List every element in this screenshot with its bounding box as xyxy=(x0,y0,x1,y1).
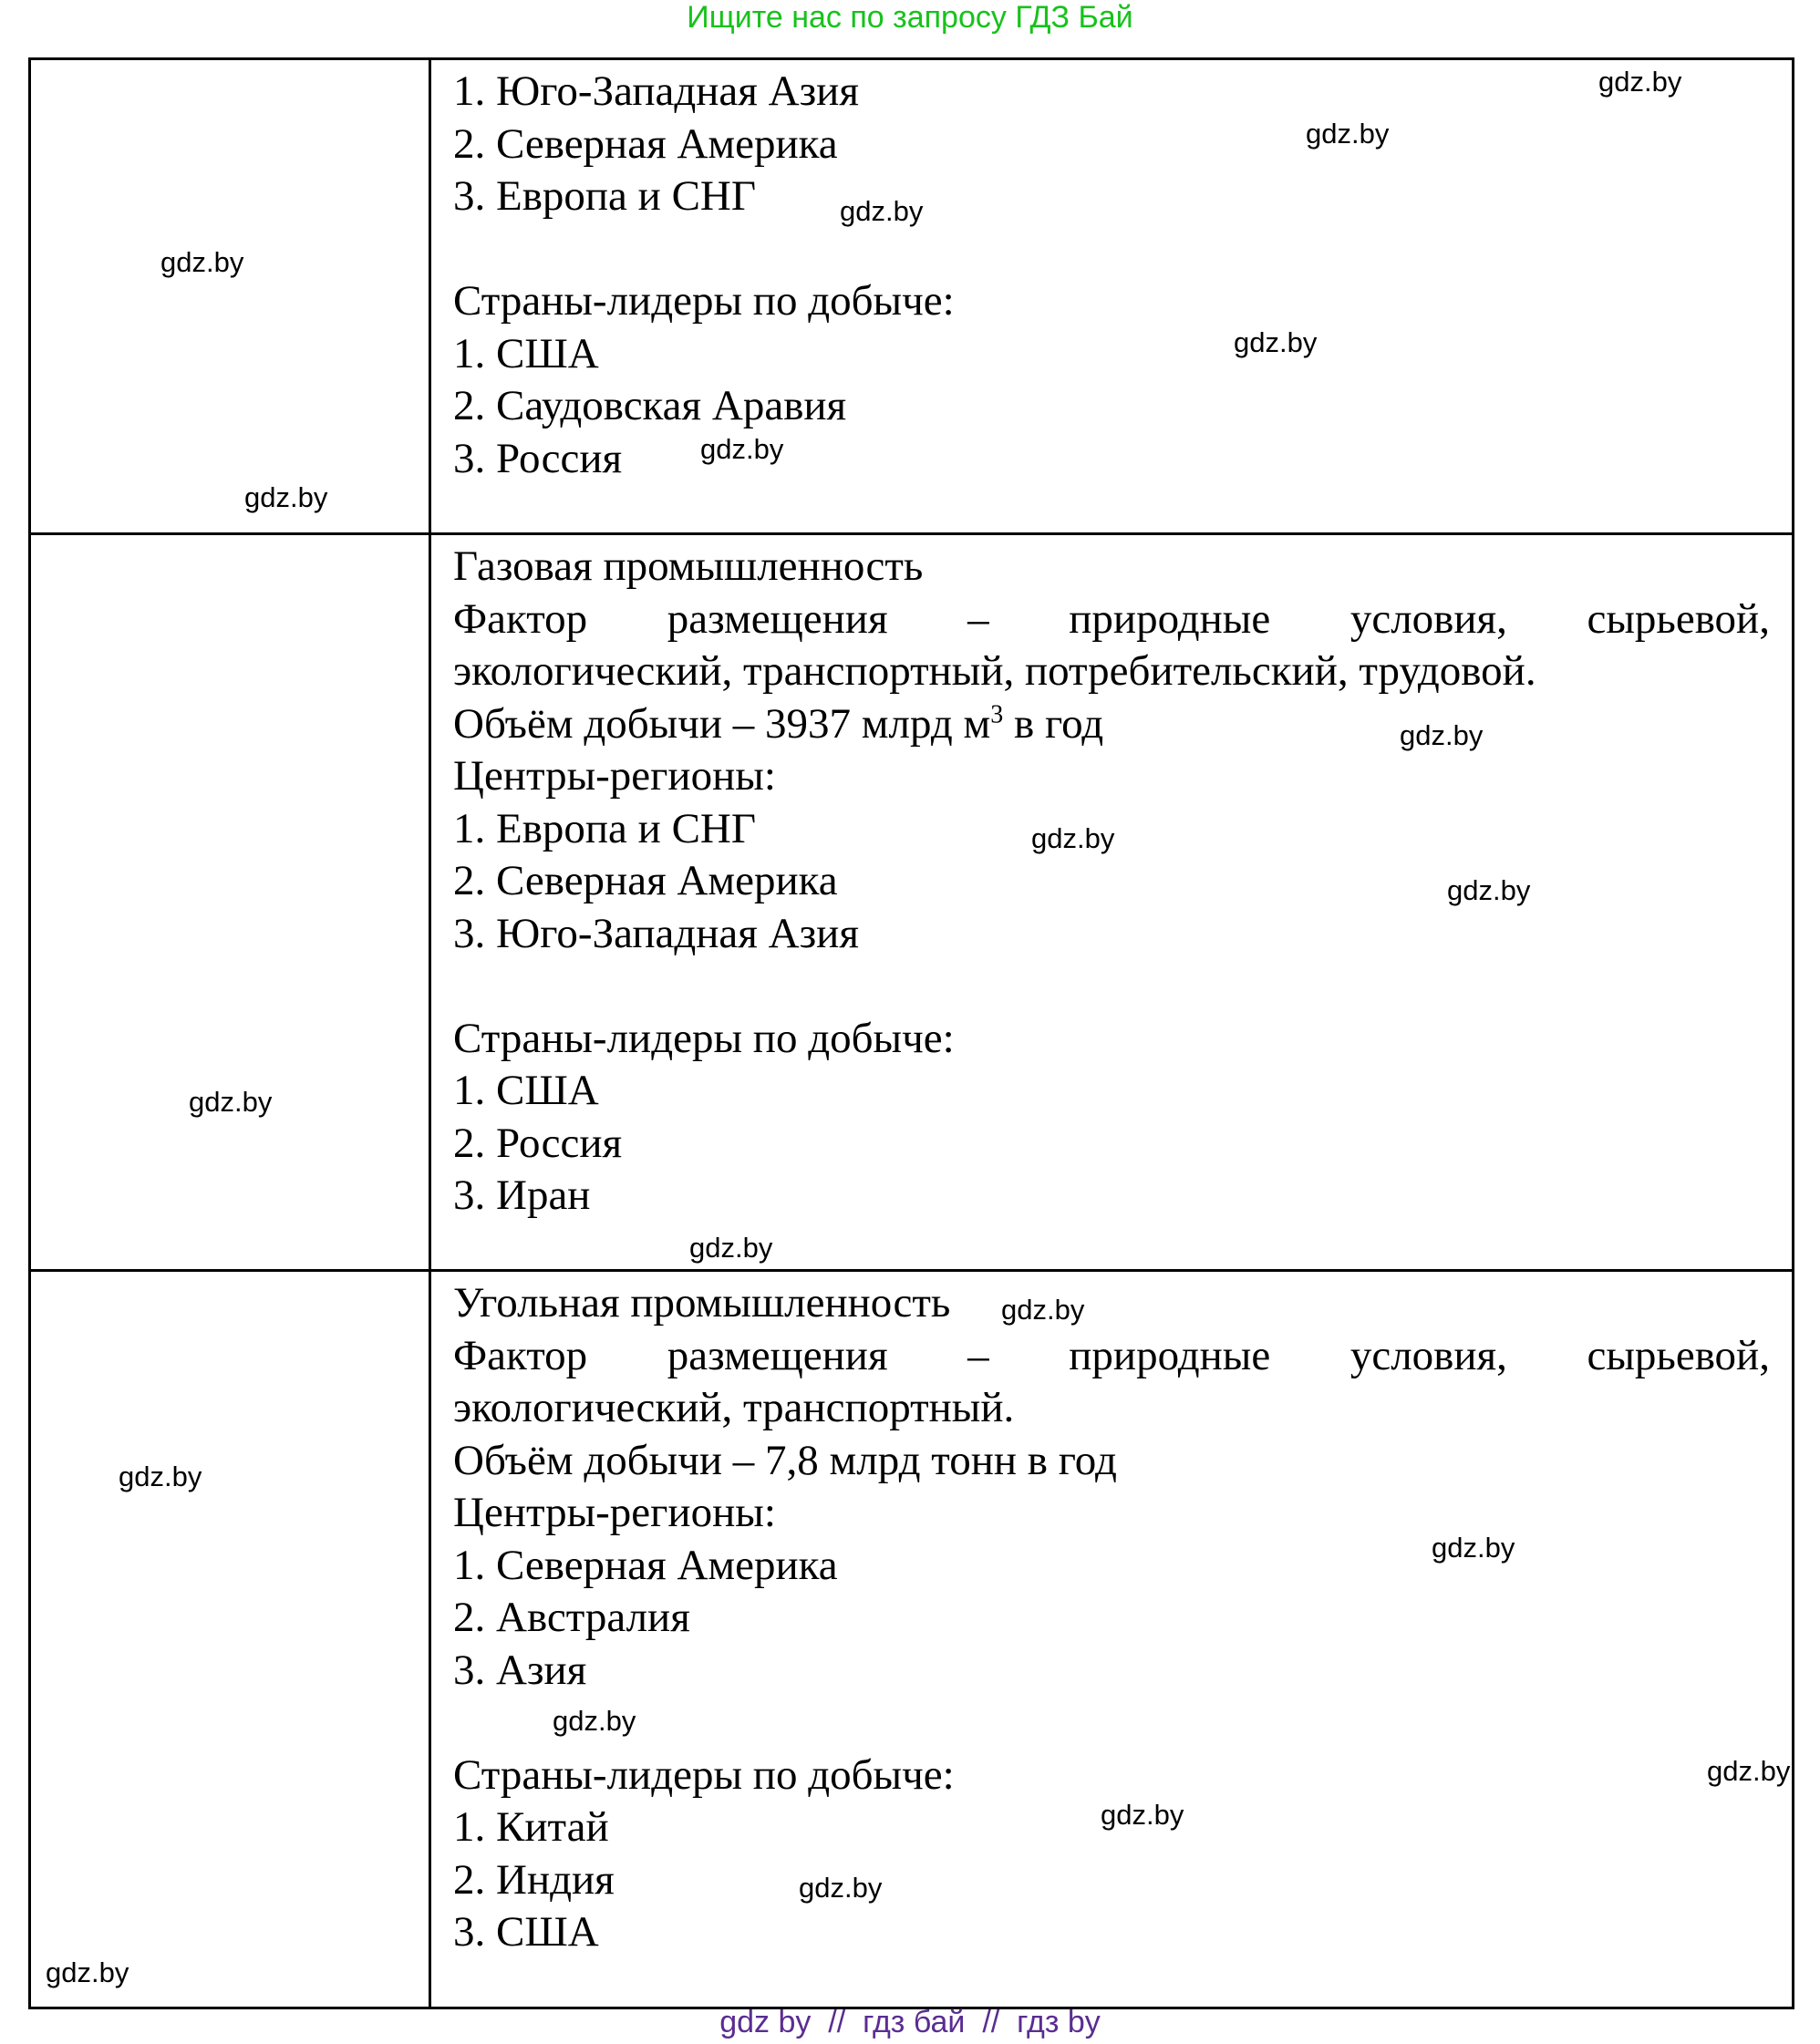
list-item: 1. США xyxy=(453,329,599,377)
watermark: gdz.by xyxy=(1001,1294,1085,1326)
watermark: gdz.by xyxy=(119,1461,202,1492)
watermark: gdz.by xyxy=(189,1086,273,1118)
watermark: gdz.by xyxy=(1234,326,1318,358)
watermark: gdz.by xyxy=(1101,1799,1184,1831)
list-item: 3. Россия xyxy=(453,434,623,482)
watermark: gdz.by xyxy=(244,481,328,513)
watermark: gdz.by xyxy=(160,246,244,278)
watermark: gdz.by xyxy=(1447,874,1531,906)
list-item: 3. Европа и СНГ xyxy=(453,172,757,220)
list-item: 2. Северная Америка xyxy=(453,119,838,168)
factor-continuation: экологический, транспортный. xyxy=(453,1384,1015,1431)
coal-content xyxy=(431,1272,1792,1959)
section-title: Газовая промышленность xyxy=(453,542,924,590)
list-item: 3. США xyxy=(453,1908,599,1956)
table-row xyxy=(30,59,1794,534)
watermark: gdz.by xyxy=(553,1705,636,1737)
row-label-cell xyxy=(30,1271,430,2008)
list-item: 3. Иран xyxy=(453,1172,591,1219)
oil-content xyxy=(431,60,1792,485)
table-row xyxy=(30,1271,1794,2008)
watermark: gdz.by xyxy=(1432,1532,1515,1564)
list-item: 1. Северная Америка xyxy=(453,1541,838,1589)
gas-content xyxy=(431,535,1792,1223)
row-content-cell xyxy=(430,1271,1794,2008)
list-item: 2. Австралия xyxy=(453,1594,690,1641)
list-item: 1. Юго-Западная Азия xyxy=(453,67,859,115)
watermark: gdz.by xyxy=(799,1872,883,1904)
top-banner: Ищите нас по запросу ГДЗ Бай xyxy=(687,0,1133,35)
row-label-cell xyxy=(30,534,430,1271)
regions-heading: Центры-регионы: xyxy=(453,1489,776,1536)
regions-heading: Центры-регионы: xyxy=(453,752,776,800)
watermark: gdz.by xyxy=(1598,66,1682,98)
watermark: gdz.by xyxy=(1707,1755,1791,1787)
row-content-cell xyxy=(430,59,1794,534)
watermark: gdz.by xyxy=(1031,822,1115,854)
factor-line: Фактор размещения – природные условия, сырьевой, xyxy=(453,594,1770,643)
row-label-cell xyxy=(30,59,430,534)
leaders-heading: Страны-лидеры по добыче: xyxy=(453,1750,955,1799)
list-item: 2. Саудовская Аравия xyxy=(453,382,847,429)
list-item: 2. Россия xyxy=(453,1119,623,1167)
list-item: 2. Северная Америка xyxy=(453,857,838,904)
volume-line: Объём добычи – 7,8 млрд тонн в год xyxy=(453,1436,1117,1484)
row-content-cell xyxy=(430,534,1794,1271)
watermark: gdz.by xyxy=(700,433,784,465)
watermark: gdz.by xyxy=(1306,118,1390,150)
footer-text: gdz by // гдз бай // гдз by xyxy=(719,2005,1101,2039)
list-item: 2. Индия xyxy=(453,1855,615,1904)
list-item: 3. Юго-Западная Азия xyxy=(453,909,859,957)
list-item: 1. Китай xyxy=(453,1803,609,1851)
leaders-heading: Страны-лидеры по добыче: xyxy=(453,1014,955,1062)
list-item: 1. Европа и СНГ xyxy=(453,804,757,852)
factor-continuation: экологический, транспортный, потребительский, трудовой. xyxy=(453,647,1536,695)
watermark: gdz.by xyxy=(689,1232,773,1264)
leaders-heading: Страны-лидеры по добыче: xyxy=(453,277,955,325)
list-item: 3. Азия xyxy=(453,1646,587,1694)
watermark: gdz.by xyxy=(1400,719,1484,751)
watermark: gdz.by xyxy=(840,195,924,227)
factor-line: Фактор размещения – природные условия, сырьевой, xyxy=(453,1331,1770,1379)
section-title: Угольная промышленность xyxy=(453,1279,951,1327)
volume-line: Объём добычи – 3937 млрд $м^3$ в год xyxy=(453,699,1104,748)
list-item: 1. США xyxy=(453,1067,599,1114)
answer-table xyxy=(28,57,1794,2009)
watermark: gdz.by xyxy=(46,1956,129,1988)
